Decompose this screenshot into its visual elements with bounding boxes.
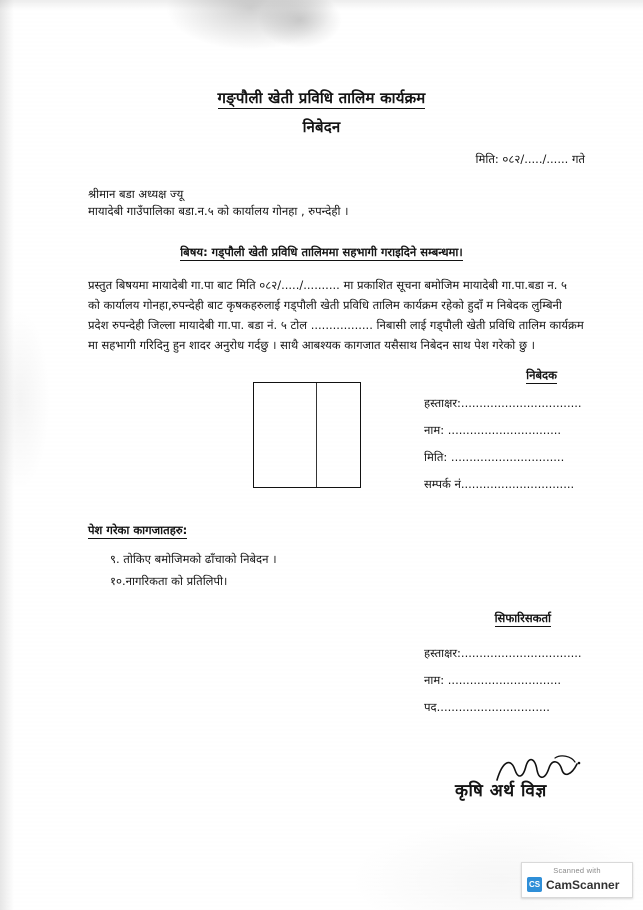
recommender-post-field: पद............................... (424, 700, 550, 714)
applicant-date-field: मिति: ............................... (424, 450, 565, 464)
document-subtitle-text: निबेदन (302, 118, 341, 136)
subject-line (0, 245, 643, 260)
camscanner-watermark (521, 862, 633, 898)
recommender-section-heading (495, 611, 551, 626)
body-paragraph (88, 275, 584, 355)
applicant-contact-field: सम्पर्क नं............................... (424, 477, 575, 491)
applicant-section-heading (526, 368, 557, 383)
document-subtitle (0, 117, 643, 137)
body-line-4: मा सहभागी गरिदिनु हुन शादर अनुरोध गर्दछु । साथै आबश्यक कागजात यसैसाथ निबेदन साथ पेश गरेको छु । (88, 338, 536, 352)
applicant-section-heading-text: निबेदक (526, 368, 557, 382)
handwritten-signature-icon (493, 754, 585, 784)
documents-heading (88, 523, 187, 538)
documents-list (110, 548, 277, 592)
signature-label: कृषि अर्थ विज्ञ (455, 781, 547, 801)
photo-placeholder-box (253, 382, 361, 488)
date-field: मिति: ०८२/...../...... गते (475, 152, 585, 166)
list-item: ९. तोकिए बमोजिमको ढाँचाको निबेदन । (110, 552, 277, 566)
watermark-brand-row (527, 877, 627, 892)
recommender-signature-field: हस्ताक्षर:................................. (424, 646, 582, 660)
applicant-fields (424, 390, 582, 498)
watermark-scanned-with: Scanned with (553, 866, 601, 875)
page-title-text: गङ्पौली खेती प्रविधि तालिम कार्यक्रम (217, 89, 426, 107)
recommender-section-heading-text: सिफारिसकर्ता (494, 611, 551, 625)
body-line-3: प्रदेश रुपन्देही जिल्ला मायादेबी गा.पा. बडा नं. ५ टोल ................. निबासी लाई गड्पौली खेती प्रविधि तालिम कार्यक्रम (88, 318, 584, 332)
photo-fold-line (316, 383, 317, 487)
applicant-name-field: नाम: ............................... (424, 423, 562, 437)
recipient-line-2: मायादेबी गाउँपालिका बडा.न.५ को कार्यालय गोनहा , रुपन्देही । (88, 204, 349, 218)
recommender-name-field: नाम: ............................... (424, 673, 562, 687)
recipient-line-1: श्रीमान बडा अध्यक्ष ज्यू (88, 187, 184, 201)
applicant-signature-field: हस्ताक्षर:................................. (424, 396, 582, 410)
subject-text: बिषय: गड्पौली खेती प्रविधि तालिममा सहभागी गराइदिने सम्बन्धमा। (180, 245, 463, 259)
body-line-1: प्रस्तुत बिषयमा मायादेबी गा.पा बाट मिति ०८२/...../.......... मा प्रकाशित सूचना बमोजिम मायादेबी गा.पा.बडा न. ५ (88, 278, 568, 292)
watermark-brand-name: CamScanner (546, 877, 620, 892)
recommender-fields (424, 640, 582, 721)
documents-heading-text: पेश गरेका कागजातहरु: (88, 523, 188, 537)
list-item: १०.नागरिकता को प्रतिलिपी। (110, 574, 228, 588)
camscanner-logo-icon: CS (527, 877, 542, 892)
body-line-2: को कार्यालय गोनहा,रुपन्देही बाट कृषकहरुलाई गड्पौली खेती प्रविधि तालिम कार्यक्रम रहेको हुदाँ म निबेदक लुम्बिनी (88, 298, 562, 312)
page-title (0, 88, 643, 108)
signature-block (455, 778, 547, 801)
